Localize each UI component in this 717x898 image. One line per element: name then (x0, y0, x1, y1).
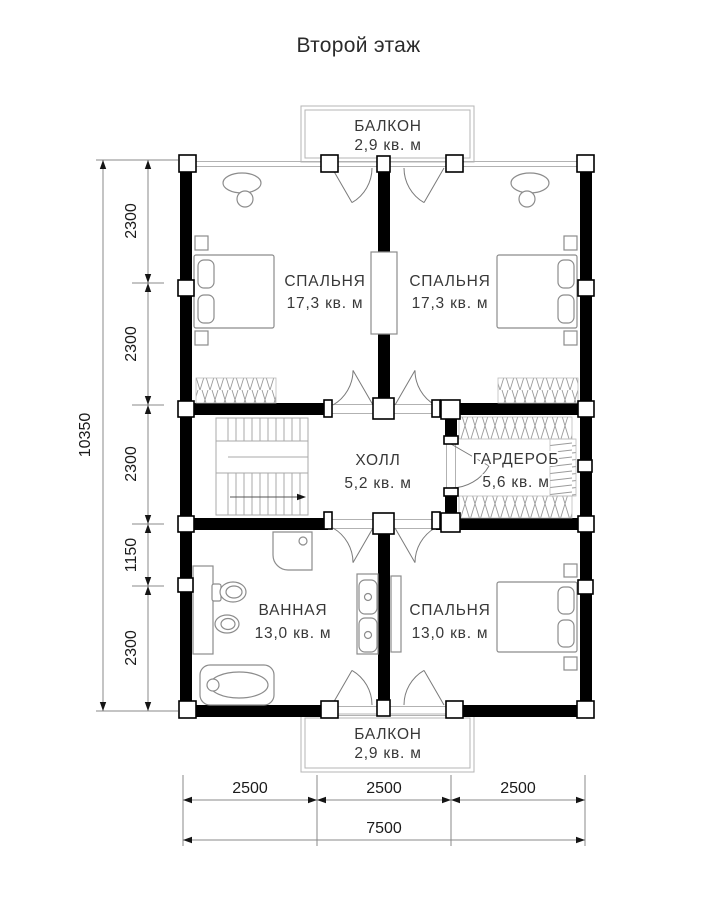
room-area-wardrobe: 5,6 кв. м (482, 474, 550, 491)
ceiling-lamp (511, 173, 549, 193)
closet (196, 378, 276, 403)
room-label-balcony-top: БАЛКОН (354, 118, 422, 135)
room-label-bathroom: ВАННАЯ (258, 602, 328, 619)
room-label-wardrobe: ГАРДЕРОБ (472, 451, 560, 468)
room-area-hall: 5,2 кв. м (344, 475, 412, 492)
pillow (198, 260, 214, 288)
room-area-bedroom-bottom: 13,0 кв. м (411, 625, 489, 642)
door-swing (395, 370, 435, 405)
room-area-balcony-top: 2,9 кв. м (354, 137, 422, 154)
nightstand (564, 564, 577, 577)
ceiling-lamp (223, 173, 261, 193)
chimney (371, 252, 397, 334)
staircase (216, 418, 308, 515)
bedroom-top-left-furniture (194, 173, 276, 403)
room-label-hall: ХОЛЛ (355, 452, 401, 469)
room-area-bedroom-top-left: 17,3 кв. м (286, 295, 364, 312)
dimension-total-label: 7500 (366, 820, 402, 837)
bathroom-counter (193, 566, 213, 654)
dimension-label: 1150 (123, 537, 140, 573)
pillow (558, 295, 574, 323)
dimension-label: 2300 (123, 326, 140, 362)
nightstand (195, 331, 208, 345)
nightstand (564, 331, 577, 345)
dimension-label: 2300 (123, 446, 140, 482)
shower-drain (299, 537, 307, 545)
balcony-top (301, 106, 474, 162)
pillow (558, 587, 574, 614)
sink (359, 580, 377, 614)
pillow (198, 295, 214, 323)
dimension-label: 2500 (366, 780, 402, 797)
dimension-label: 2500 (232, 780, 268, 797)
closet (498, 378, 578, 403)
pillow (558, 620, 574, 647)
bedroom-bottom-furniture (497, 564, 577, 670)
bedroom-top-right-furniture (497, 173, 578, 403)
nightstand (195, 236, 208, 250)
nightstand (564, 657, 577, 670)
lamp-pull (519, 191, 535, 207)
room-label-bedroom-top-left: СПАЛЬНЯ (284, 273, 366, 290)
nightstand (564, 236, 577, 250)
room-label-balcony-bottom: БАЛКОН (354, 726, 422, 743)
dimension-label: 2500 (500, 780, 536, 797)
horizontal-dimensions (183, 775, 585, 846)
door-swing (395, 528, 435, 563)
lamp-pull (237, 191, 253, 207)
bathtub-drain (207, 679, 219, 691)
wall-panel (391, 576, 401, 652)
room-area-bathroom: 13,0 кв. м (254, 625, 332, 642)
sink (359, 618, 377, 652)
dimension-total-label: 10350 (77, 412, 94, 458)
room-label-bedroom-bottom: СПАЛЬНЯ (409, 602, 491, 619)
dimension-label: 2300 (123, 630, 140, 666)
balcony-bottom (301, 714, 474, 772)
vertical-dimensions (77, 160, 178, 711)
page-title: Второй этаж (296, 34, 421, 57)
door-swing (333, 528, 373, 563)
room-area-balcony-bottom: 2,9 кв. м (354, 745, 422, 762)
pillow (558, 260, 574, 288)
door-swing (404, 670, 444, 705)
room-label-bedroom-top-right: СПАЛЬНЯ (409, 273, 491, 290)
door-swing (332, 670, 372, 705)
dimension-label: 2300 (123, 203, 140, 239)
room-area-bedroom-top-right: 17,3 кв. м (411, 295, 489, 312)
door-swing (404, 168, 444, 203)
door-swing (333, 370, 373, 405)
door-swing (332, 168, 372, 203)
